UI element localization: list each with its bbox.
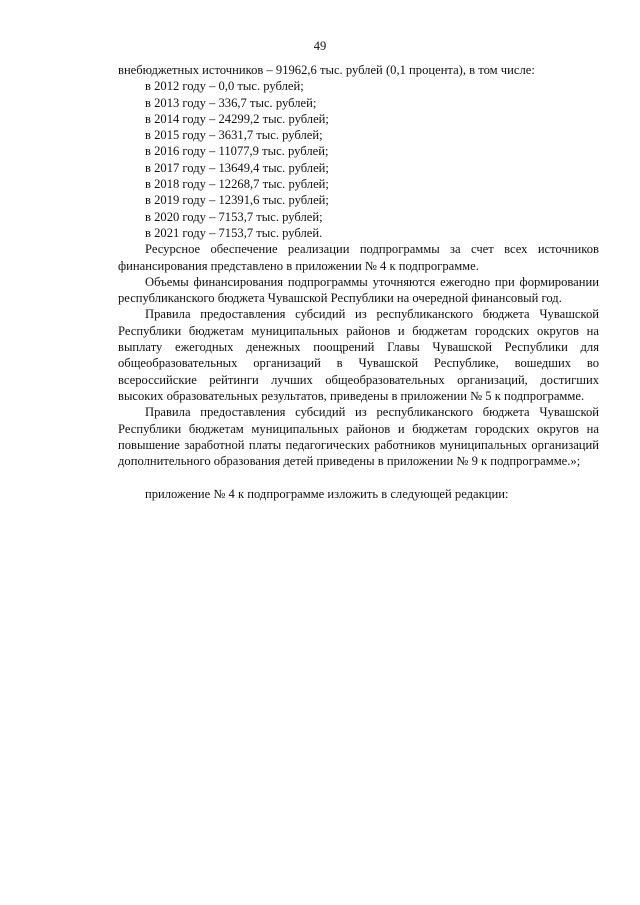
year-item: в 2017 году – 13649,4 тыс. рублей; bbox=[145, 160, 329, 175]
salary-subsidy-paragraph: Правила предоставления субсидий из республиканского бюджета Чувашской Республики бюджетам муниципальных районов и бюджетам городских округов на повышение заработной платы педагогических работников муниципальных организаций дополнительного образования детей приведены в приложении № 9 к подпрограмме.»; bbox=[118, 405, 599, 469]
year-item: в 2013 году – 336,7 тыс. рублей; bbox=[145, 95, 317, 110]
resource-paragraph: Ресурсное обеспечение реализации подпрограммы за счет всех источников финансирования представлено в приложении № 4 к подпрограмме. bbox=[118, 242, 599, 273]
year-item: в 2021 году – 7153,7 тыс. рублей. bbox=[145, 225, 323, 240]
subsidy-rules-paragraph: Правила предоставления субсидий из республиканского бюджета Чувашской Республики бюджетам муниципальных районов и бюджетам городских округов на выплату ежегодных денежных поощрений Главы Чувашской Республики для общеобразовательных организаций в Чувашской Республике, вошедших во всероссийские рейтинги лучших общеобразовательных организаций, достигших высоких образовательных результатов, приведены в приложении № 5 к подпрограмме. bbox=[118, 307, 599, 403]
year-item: в 2015 году – 3631,7 тыс. рублей; bbox=[145, 128, 323, 143]
year-item: в 2020 году – 7153,7 тыс. рублей; bbox=[145, 209, 323, 224]
page-number: 49 bbox=[313, 39, 327, 53]
financing-volume-paragraph: Объемы финансирования подпрограммы уточняются ежегодно при формировании республиканского бюджета Чувашской Республики на очередной финансовый год. bbox=[118, 274, 599, 306]
yearly-funding-list bbox=[118, 78, 599, 241]
year-item: в 2012 году – 0,0 тыс. рублей; bbox=[145, 79, 304, 94]
closing-paragraph: приложение № 4 к подпрограмме изложить в следующей редакции: bbox=[145, 486, 509, 501]
intro-paragraph: внебюджетных источников – 91962,6 тыс. рублей (0,1 процента), в том числе: bbox=[118, 63, 535, 77]
year-item: в 2018 году – 12268,7 тыс. рублей; bbox=[145, 177, 329, 192]
document-body bbox=[118, 62, 599, 502]
year-item: в 2016 году – 11077,9 тыс. рублей; bbox=[145, 144, 329, 159]
year-item: в 2019 году – 12391,6 тыс. рублей; bbox=[145, 193, 329, 208]
year-item: в 2014 году – 24299,2 тыс. рублей; bbox=[145, 111, 329, 126]
